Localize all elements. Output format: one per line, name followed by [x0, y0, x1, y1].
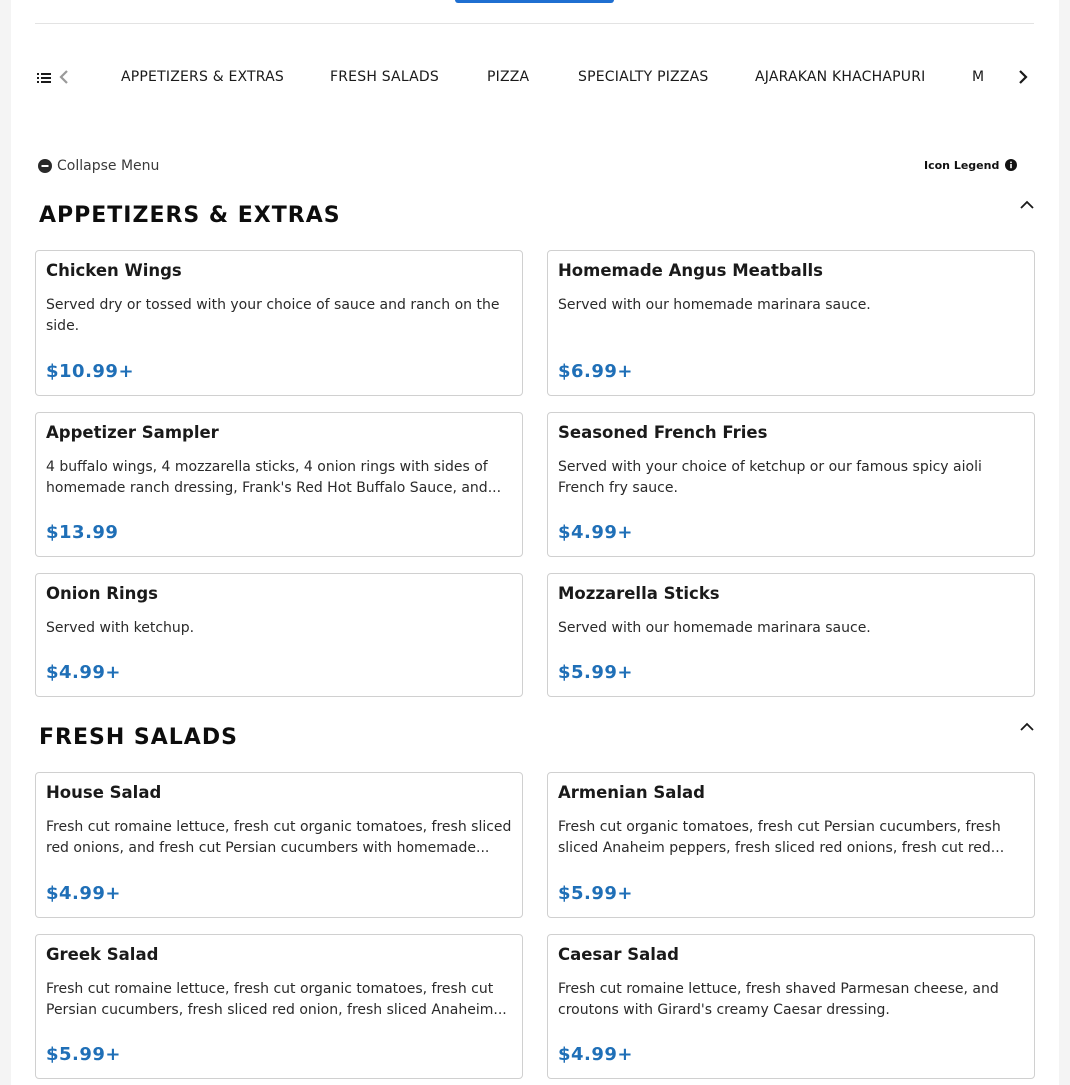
menu-page	[11, 0, 1059, 1085]
minus-circle-icon	[38, 159, 52, 173]
item-name: Chicken Wings	[46, 261, 182, 280]
item-description: Fresh cut organic tomatoes, fresh cut Persian cucumbers, fresh sliced Anaheim peppers, fresh sliced red onions, fresh cut red...	[558, 819, 1005, 856]
item-price: $6.99+	[558, 361, 634, 382]
section-header	[39, 203, 1035, 233]
item-price: $5.99+	[558, 662, 634, 683]
active-tab-indicator	[455, 0, 614, 3]
menu-item-card[interactable]	[547, 934, 1035, 1079]
category-pizza[interactable]: PIZZA	[487, 69, 530, 85]
category-fresh-salads[interactable]: FRESH SALADS	[330, 69, 439, 85]
item-price: $4.99+	[46, 883, 122, 904]
item-name: House Salad	[46, 783, 162, 802]
icon-legend-label: Icon Legend	[924, 158, 1000, 172]
chevron-up-icon[interactable]	[1019, 197, 1035, 213]
section-title: FRESH SALADS	[39, 725, 238, 750]
menu-item-card[interactable]	[547, 573, 1035, 697]
menu-item-card[interactable]	[35, 250, 523, 396]
item-description: Served with your choice of ketchup or our famous spicy aioli French fry sauce.	[558, 459, 982, 496]
item-price: $5.99+	[46, 1044, 122, 1065]
item-description: Served with our homemade marinara sauce.	[558, 297, 871, 313]
icon-legend-button[interactable]	[924, 157, 1017, 173]
chevron-up-icon[interactable]	[1019, 719, 1035, 735]
item-description: Fresh cut romaine lettuce, fresh shaved Parmesan cheese, and croutons with Girard's creamy Caesar dressing.	[558, 981, 999, 1018]
category-track	[121, 58, 999, 98]
info-icon	[1005, 159, 1017, 171]
item-name: Onion Rings	[46, 584, 158, 603]
top-divider	[35, 0, 1034, 24]
item-description: Served with our homemade marinara sauce.	[558, 620, 871, 636]
item-description: Served dry or tossed with your choice of sauce and ranch on the side.	[46, 297, 500, 334]
menu-item-card[interactable]	[35, 412, 523, 557]
item-description: Served with ketchup.	[46, 620, 195, 636]
section-title: APPETIZERS & EXTRAS	[39, 203, 341, 228]
menu-item-card[interactable]	[35, 934, 523, 1079]
item-price: $5.99+	[558, 883, 634, 904]
list-icon[interactable]	[37, 70, 51, 84]
item-price: $4.99+	[46, 662, 122, 683]
collapse-menu-label: Collapse Menu	[57, 158, 160, 174]
item-description: Fresh cut romaine lettuce, fresh cut organic tomatoes, fresh sliced red onions, and fresh cut Persian cucumbers with homemade...	[46, 819, 512, 856]
item-description: 4 buffalo wings, 4 mozzarella sticks, 4 onion rings with sides of homemade ranch dressing, Frank's Red Hot Buffalo Sauce, and...	[46, 459, 502, 496]
category-more[interactable]: M	[972, 69, 985, 85]
item-price: $13.99	[46, 522, 119, 543]
item-price: $4.99+	[558, 522, 634, 543]
item-name: Mozzarella Sticks	[558, 584, 720, 603]
item-name: Homemade Angus Meatballs	[558, 261, 823, 280]
category-ajarakan-khachapuri[interactable]: AJARAKAN KHACHAPURI	[755, 69, 926, 85]
chevron-right-icon[interactable]	[1015, 68, 1031, 86]
item-name: Caesar Salad	[558, 945, 679, 964]
category-specialty-pizzas[interactable]: SPECIALTY PIZZAS	[578, 69, 709, 85]
chevron-left-icon[interactable]	[57, 68, 71, 86]
category-appetizers[interactable]: APPETIZERS & EXTRAS	[121, 69, 285, 85]
category-nav	[35, 58, 1034, 98]
item-name: Seasoned French Fries	[558, 423, 768, 442]
menu-item-card[interactable]	[35, 772, 523, 918]
item-name: Appetizer Sampler	[46, 423, 219, 442]
menu-item-card[interactable]	[35, 573, 523, 697]
menu-item-card[interactable]	[547, 250, 1035, 396]
item-price: $4.99+	[558, 1044, 634, 1065]
menu-item-card[interactable]	[547, 772, 1035, 918]
item-description: Fresh cut romaine lettuce, fresh cut organic tomatoes, fresh cut Persian cucumbers, fresh sliced red onion, fresh sliced Anaheim...	[46, 981, 507, 1018]
item-name: Greek Salad	[46, 945, 159, 964]
item-price: $10.99+	[46, 361, 135, 382]
collapse-menu-button[interactable]	[38, 157, 159, 175]
section-header	[39, 725, 1035, 755]
item-name: Armenian Salad	[558, 783, 705, 802]
menu-item-card[interactable]	[547, 412, 1035, 557]
